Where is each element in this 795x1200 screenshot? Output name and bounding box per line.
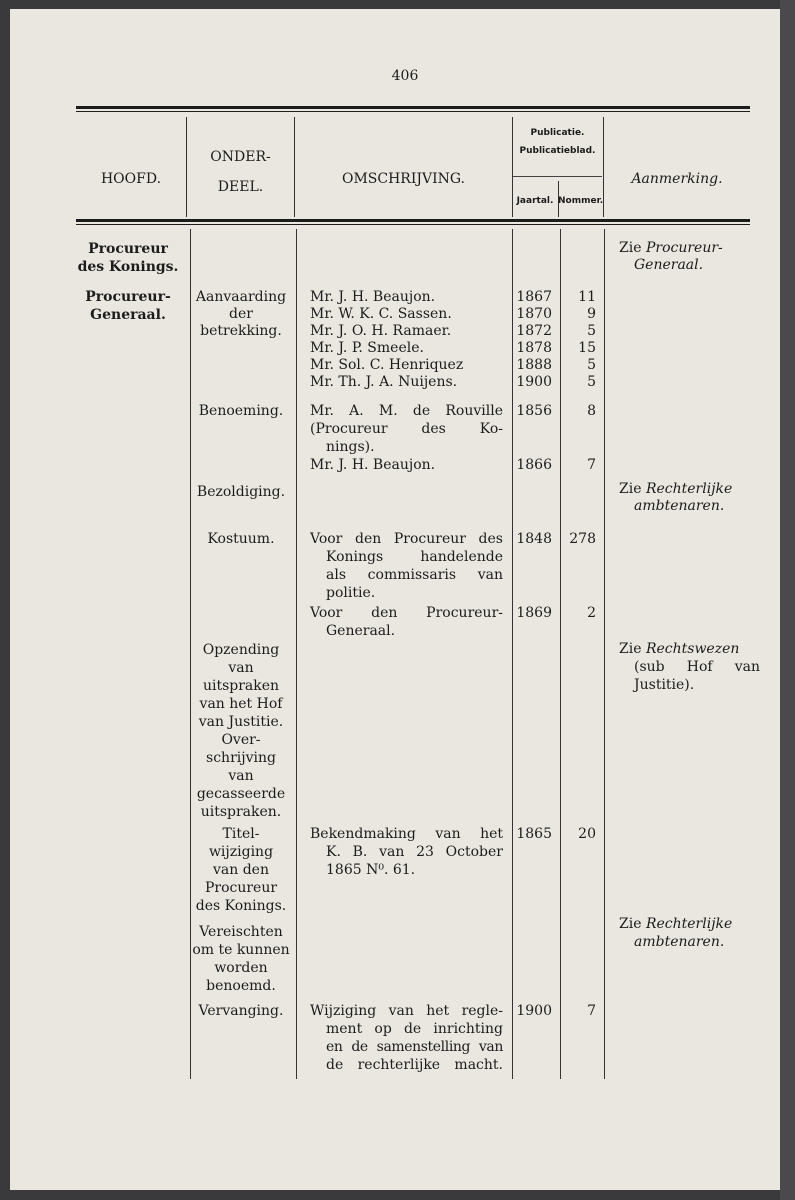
header-publicatieblad: Publicatieblad. xyxy=(519,146,596,156)
titelwijziging-text-3: 1865 N⁰. 61. xyxy=(326,862,416,878)
titelwijziging-text-2: K. B. van 23 October xyxy=(326,844,503,860)
nommer-cell: 5 xyxy=(587,374,596,390)
jaartal-cell: 1870 xyxy=(516,306,552,322)
onderdeel-opzending-2: van xyxy=(228,660,254,676)
benoeming-text-2: (Procureur des Ko- xyxy=(310,421,503,437)
jaartal-cell: 1865 xyxy=(516,826,552,842)
kostuum-text-3: als commissaris van xyxy=(326,567,503,583)
omschrijving-row: Mr. Sol. C. Henriquez xyxy=(310,357,464,373)
omschrijving-row: Mr. J. H. Beaujon. xyxy=(310,289,436,305)
hoofd-generaal-1: Procureur- xyxy=(85,289,171,305)
hoofd-koning-2: des Konings. xyxy=(77,259,179,275)
onderdeel-titel-2: wijziging xyxy=(208,844,274,860)
onderdeel-overschrijving-4: gecasseerde xyxy=(196,786,286,802)
onderdeel-vereischten-2: om te kunnen xyxy=(192,942,290,958)
jaartal-cell: 1869 xyxy=(516,605,552,621)
nommer-cell: 5 xyxy=(587,357,596,373)
onderdeel-kostuum: Kostuum. xyxy=(207,531,275,547)
jaartal-cell: 1888 xyxy=(516,357,552,373)
nommer-cell: 15 xyxy=(578,340,596,356)
nommer-cell: 20 xyxy=(578,826,596,842)
omschrijving-row: Mr. Th. J. A. Nuijens. xyxy=(310,374,458,390)
onderdeel-vereischten-4: benoemd. xyxy=(206,978,276,994)
jaartal-cell: 1900 xyxy=(516,374,552,390)
nommer-cell: 278 xyxy=(569,531,596,547)
header-omschrijving: OMSCHRIJVING. xyxy=(341,171,466,187)
onderdeel-opzending-1: Opzending xyxy=(202,642,280,658)
onderdeel-vervanging: Vervanging. xyxy=(198,1003,284,1019)
header-hoofd: HOOFD. xyxy=(100,171,162,187)
omschrijving-row: Mr. J. P. Smeele. xyxy=(310,340,424,356)
onderdeel-benoeming: Benoeming. xyxy=(198,403,284,419)
top-rule-thin xyxy=(76,111,750,112)
onderdeel-vereischten-3: worden xyxy=(214,960,268,976)
hoofd-generaal-2: Generaal. xyxy=(90,307,166,323)
note-4-ref: ambtenaren. xyxy=(634,934,725,950)
note-3-line2: (sub Hof van xyxy=(634,659,760,675)
nommer-cell: 2 xyxy=(587,605,596,621)
page-number: 406 xyxy=(391,68,419,84)
header-aanmerking: Aanmerking. xyxy=(631,171,723,187)
nommer-cell: 7 xyxy=(587,457,596,473)
omschrijving-row: Mr. J. O. H. Ramaer. xyxy=(310,323,452,339)
note-2-zie: Zie Rechterlijke xyxy=(619,481,733,497)
jaartal-cell: 1872 xyxy=(516,323,552,339)
kostuum-text-2: Konings handelende xyxy=(326,549,503,565)
kostuum-text-5: Voor den Procureur- xyxy=(310,605,503,621)
note-1-ref: Generaal. xyxy=(634,257,704,273)
omschrijving-row: Mr. W. K. C. Sassen. xyxy=(310,306,452,322)
onderdeel-overschrijving-5: uitspraken. xyxy=(200,804,282,820)
header-nommer: Nommer. xyxy=(558,196,604,206)
jaartal-cell: 1866 xyxy=(516,457,552,473)
onderdeel-opzending-3: uitspraken xyxy=(202,678,280,694)
note-3-line3: Justitie). xyxy=(634,677,695,693)
onderdeel-titel-4: Procureur xyxy=(204,880,278,896)
onderdeel-bezoldiging: Bezoldiging. xyxy=(196,484,286,500)
onderdeel-titel-3: van den xyxy=(213,862,269,878)
nommer-cell: 8 xyxy=(587,403,596,419)
onderdeel-overschrijving-2: schrijving xyxy=(206,750,276,766)
jaartal-cell: 1848 xyxy=(516,531,552,547)
nommer-cell: 7 xyxy=(587,1003,596,1019)
vervanging-text-2: ment op de inrichting xyxy=(326,1021,503,1037)
header-rule-thin xyxy=(76,224,750,225)
body-rule-5 xyxy=(604,229,605,1079)
body-rule-3 xyxy=(512,229,513,1079)
col-rule-1 xyxy=(186,117,187,217)
kostuum-text-4: politie. xyxy=(326,585,376,601)
nommer-cell: 11 xyxy=(578,289,596,305)
document-page xyxy=(10,9,780,1190)
onderdeel-overschrijving-1: Over- xyxy=(221,732,261,748)
onderdeel-titel-1: Titel- xyxy=(222,826,260,842)
top-rule xyxy=(76,106,750,109)
col-rule-2 xyxy=(294,117,295,217)
jaartal-cell: 1878 xyxy=(516,340,552,356)
onderdeel-aanvaarding-1: Aanvaarding xyxy=(195,289,287,305)
kostuum-text-6: Generaal. xyxy=(326,623,396,639)
jaartal-cell: 1867 xyxy=(516,289,552,305)
publicatie-rule xyxy=(512,176,602,177)
header-onderdeel-2: DEEL. xyxy=(217,179,264,195)
onderdeel-aanvaarding-2: der xyxy=(229,306,253,322)
jaartal-cell: 1856 xyxy=(516,403,552,419)
benoeming-text-1: Mr. A. M. de Rouville xyxy=(310,403,503,419)
note-2-ref: ambtenaren. xyxy=(634,498,725,514)
onderdeel-aanvaarding-3: betrekking. xyxy=(200,323,282,339)
titelwijziging-text-1: Bekendmaking van het xyxy=(310,826,503,842)
hoofd-koning-1: Procureur xyxy=(88,241,168,257)
body-rule-4 xyxy=(560,229,561,1079)
kostuum-text-1: Voor den Procureur des xyxy=(310,531,503,547)
benoeming-text-3: nings). xyxy=(326,439,375,455)
benoeming-text-4: Mr. J. H. Beaujon. xyxy=(310,457,436,473)
page-edge xyxy=(780,0,795,1200)
header-onderdeel-1: ONDER- xyxy=(210,149,271,165)
jaartal-cell: 1900 xyxy=(516,1003,552,1019)
note-3-zie: Zie Rechtswezen xyxy=(619,641,740,657)
header-rule xyxy=(76,219,750,222)
col-rule-5 xyxy=(603,117,604,217)
onderdeel-titel-5: des Konings. xyxy=(195,898,287,914)
header-jaartal: Jaartal. xyxy=(516,196,554,206)
header-publicatie: Publicatie. xyxy=(530,128,585,138)
nommer-cell: 9 xyxy=(587,306,596,322)
vervanging-text-1: Wijziging van het regle- xyxy=(310,1003,503,1019)
onderdeel-opzending-4: van het Hof xyxy=(199,696,283,712)
onderdeel-vereischten-1: Vereischten xyxy=(199,924,283,940)
note-4-zie: Zie Rechterlijke xyxy=(619,916,733,932)
vervanging-text-4: de rechterlijke macht. xyxy=(326,1057,503,1073)
note-1-zie: Zie Procureur- xyxy=(619,240,723,256)
vervanging-text-3: en de samenstelling van xyxy=(326,1039,503,1055)
nommer-cell: 5 xyxy=(587,323,596,339)
onderdeel-overschrijving-3: van xyxy=(228,768,254,784)
onderdeel-opzending-5: van Justitie. xyxy=(198,714,284,730)
